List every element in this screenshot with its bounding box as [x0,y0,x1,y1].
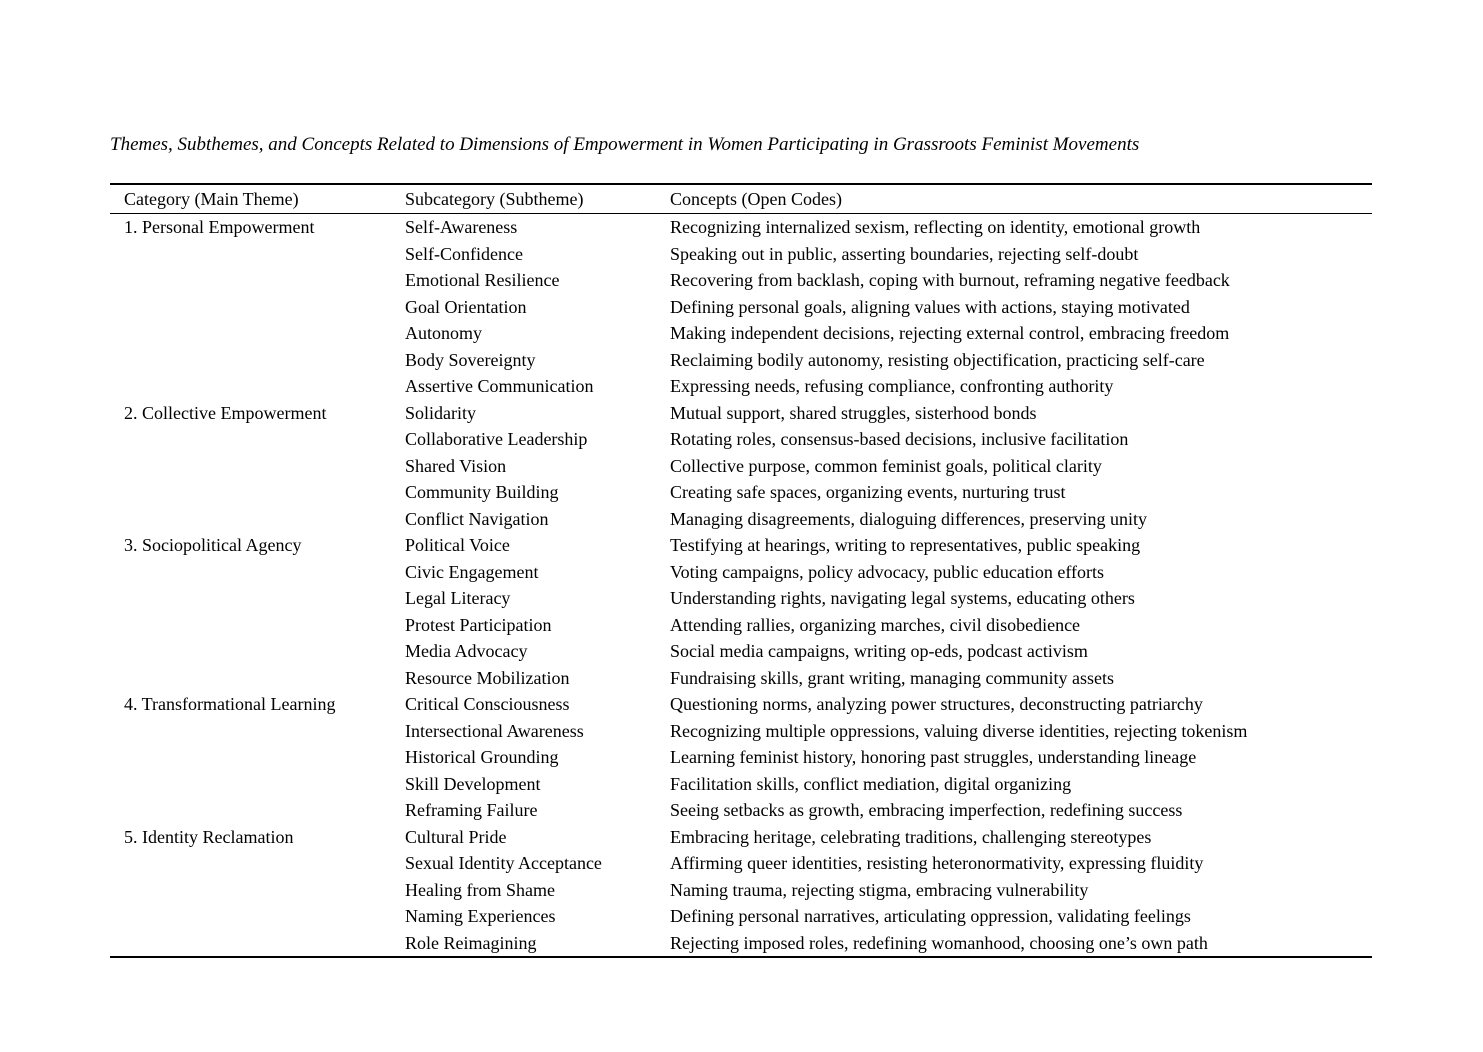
category-cell [110,241,405,268]
concepts-cell: Speaking out in public, asserting boundaries, rejecting self-doubt [670,243,1139,264]
table-row [110,797,1372,824]
themes-table [110,183,1372,958]
concepts-cell: Rotating roles, consensus-based decisions, inclusive facilitation [670,429,1129,449]
concepts-cell: Learning feminist history, honoring past struggles, understanding lineage [670,747,1197,767]
concepts-cell: Facilitation skills, conflict mediation, digital organizing [670,773,1072,794]
category-cell [110,585,405,612]
table-row [110,453,1372,480]
header-category: Category (Main Theme) [124,189,299,209]
table-row [110,877,1372,904]
subcategory-cell: Resource Mobilization [405,667,570,688]
subcategory-cell: Emotional Resilience [405,270,560,290]
category-cell [110,559,405,586]
table-row [110,903,1372,930]
concepts-cell: Understanding rights, navigating legal systems, educating others [670,588,1135,608]
category-cell [110,665,405,692]
concepts-cell: Expressing needs, refusing compliance, confronting authority [670,376,1114,396]
category-cell [110,426,405,453]
subcategory-cell: Cultural Pride [405,826,507,847]
category-cell: 4. Transformational Learning [124,694,336,714]
table-row [110,718,1372,745]
concepts-cell: Recognizing internalized sexism, reflecting on identity, emotional growth [670,217,1201,237]
category-cell [110,850,405,877]
category-cell [110,877,405,904]
subcategory-cell: Naming Experiences [405,906,556,926]
subcategory-cell: Conflict Navigation [405,508,549,529]
concepts-cell: Reclaiming bodily autonomy, resisting objectification, practicing self-care [670,349,1205,370]
subcategory-cell: Protest Participation [405,614,552,635]
table-row [110,691,1372,718]
concepts-cell: Embracing heritage, celebrating traditions, challenging stereotypes [670,826,1152,847]
subcategory-cell: Reframing Failure [405,800,538,820]
subcategory-cell: Intersectional Awareness [405,720,584,741]
table-row [110,506,1372,533]
category-cell [110,903,405,930]
subcategory-cell: Healing from Shame [405,879,555,900]
concepts-cell: Fundraising skills, grant writing, managing community assets [670,667,1114,688]
table-row [110,347,1372,374]
subcategory-cell: Legal Literacy [405,588,511,608]
subcategory-cell: Skill Development [405,773,541,794]
category-cell [110,612,405,639]
category-cell [110,320,405,347]
table-row [110,585,1372,612]
category-cell [110,638,405,665]
header-subcategory: Subcategory (Subtheme) [405,189,584,209]
category-cell [110,267,405,294]
concepts-cell: Managing disagreements, dialoguing differences, preserving unity [670,508,1148,529]
concepts-cell: Creating safe spaces, organizing events, nurturing trust [670,482,1066,502]
category-cell [110,453,405,480]
category-cell: 5. Identity Reclamation [124,826,294,847]
concepts-cell: Recognizing multiple oppressions, valuing diverse identities, rejecting tokenism [670,720,1248,741]
concepts-cell: Collective purpose, common feminist goals, political clarity [670,455,1102,476]
subcategory-cell: Community Building [405,482,559,502]
table-row [110,214,1372,241]
table-row [110,267,1372,294]
subcategory-cell: Collaborative Leadership [405,429,588,449]
concepts-cell: Affirming queer identities, resisting heteronormativity, expressing fluidity [670,853,1204,873]
concepts-cell: Voting campaigns, policy advocacy, public education efforts [670,561,1105,582]
subcategory-cell: Autonomy [405,323,483,343]
table-row [110,559,1372,586]
category-cell [110,347,405,374]
subcategory-cell: Body Sovereignty [405,349,536,370]
concepts-cell: Testifying at hearings, writing to representatives, public speaking [670,535,1141,555]
concepts-cell: Naming trauma, rejecting stigma, embracing vulnerability [670,879,1089,900]
concepts-cell: Seeing setbacks as growth, embracing imperfection, redefining success [670,800,1183,820]
category-cell [110,930,405,958]
subcategory-cell: Political Voice [405,535,510,555]
table-body [110,214,1372,958]
table-row [110,426,1372,453]
table-row [110,638,1372,665]
table-row [110,665,1372,692]
table-row [110,400,1372,427]
table-row [110,824,1372,851]
concepts-cell: Making independent decisions, rejecting external control, embracing freedom [670,323,1230,343]
table-row [110,373,1372,400]
category-cell [110,479,405,506]
table-row [110,612,1372,639]
table-row [110,294,1372,321]
concepts-cell: Questioning norms, analyzing power structures, deconstructing patriarchy [670,694,1203,714]
concepts-cell: Defining personal narratives, articulating oppression, validating feelings [670,906,1191,926]
table-title: Themes, Subthemes, and Concepts Related to Dimensions of Empowerment in Women Participating in Grassroots Feminist Movements [110,134,1140,155]
category-cell: 3. Sociopolitical Agency [124,535,302,555]
subcategory-cell: Critical Consciousness [405,694,570,714]
header-concepts: Concepts (Open Codes) [670,189,842,209]
table-row [110,479,1372,506]
category-cell [110,373,405,400]
subcategory-cell: Assertive Communication [405,376,594,396]
category-cell [110,294,405,321]
concepts-cell: Rejecting imposed roles, redefining womanhood, choosing one’s own path [670,932,1208,953]
header-row [110,184,1372,214]
table-row [110,532,1372,559]
subcategory-cell: Historical Grounding [405,747,559,767]
concepts-cell: Attending rallies, organizing marches, civil disobedience [670,614,1081,635]
subcategory-cell: Self-Confidence [405,243,523,264]
table-row [110,744,1372,771]
subcategory-cell: Media Advocacy [405,641,528,661]
table-row [110,320,1372,347]
table-row [110,771,1372,798]
subcategory-cell: Sexual Identity Acceptance [405,853,602,873]
subcategory-cell: Civic Engagement [405,561,539,582]
concepts-cell: Recovering from backlash, coping with burnout, reframing negative feedback [670,270,1230,290]
subcategory-cell: Solidarity [405,402,476,423]
table-row [110,850,1372,877]
table-row [110,930,1372,958]
category-cell [110,506,405,533]
subcategory-cell: Role Reimagining [405,932,537,953]
table-row [110,241,1372,268]
category-cell [110,771,405,798]
subcategory-cell: Goal Orientation [405,296,527,317]
category-cell [110,744,405,771]
table-header [110,184,1372,214]
concepts-cell: Social media campaigns, writing op-eds, podcast activism [670,641,1088,661]
category-cell: 1. Personal Empowerment [124,217,315,237]
subcategory-cell: Self-Awareness [405,217,518,237]
category-cell: 2. Collective Empowerment [124,402,327,423]
category-cell [110,718,405,745]
concepts-cell: Mutual support, shared struggles, sisterhood bonds [670,402,1037,423]
concepts-cell: Defining personal goals, aligning values with actions, staying motivated [670,296,1190,317]
category-cell [110,797,405,824]
subcategory-cell: Shared Vision [405,455,507,476]
